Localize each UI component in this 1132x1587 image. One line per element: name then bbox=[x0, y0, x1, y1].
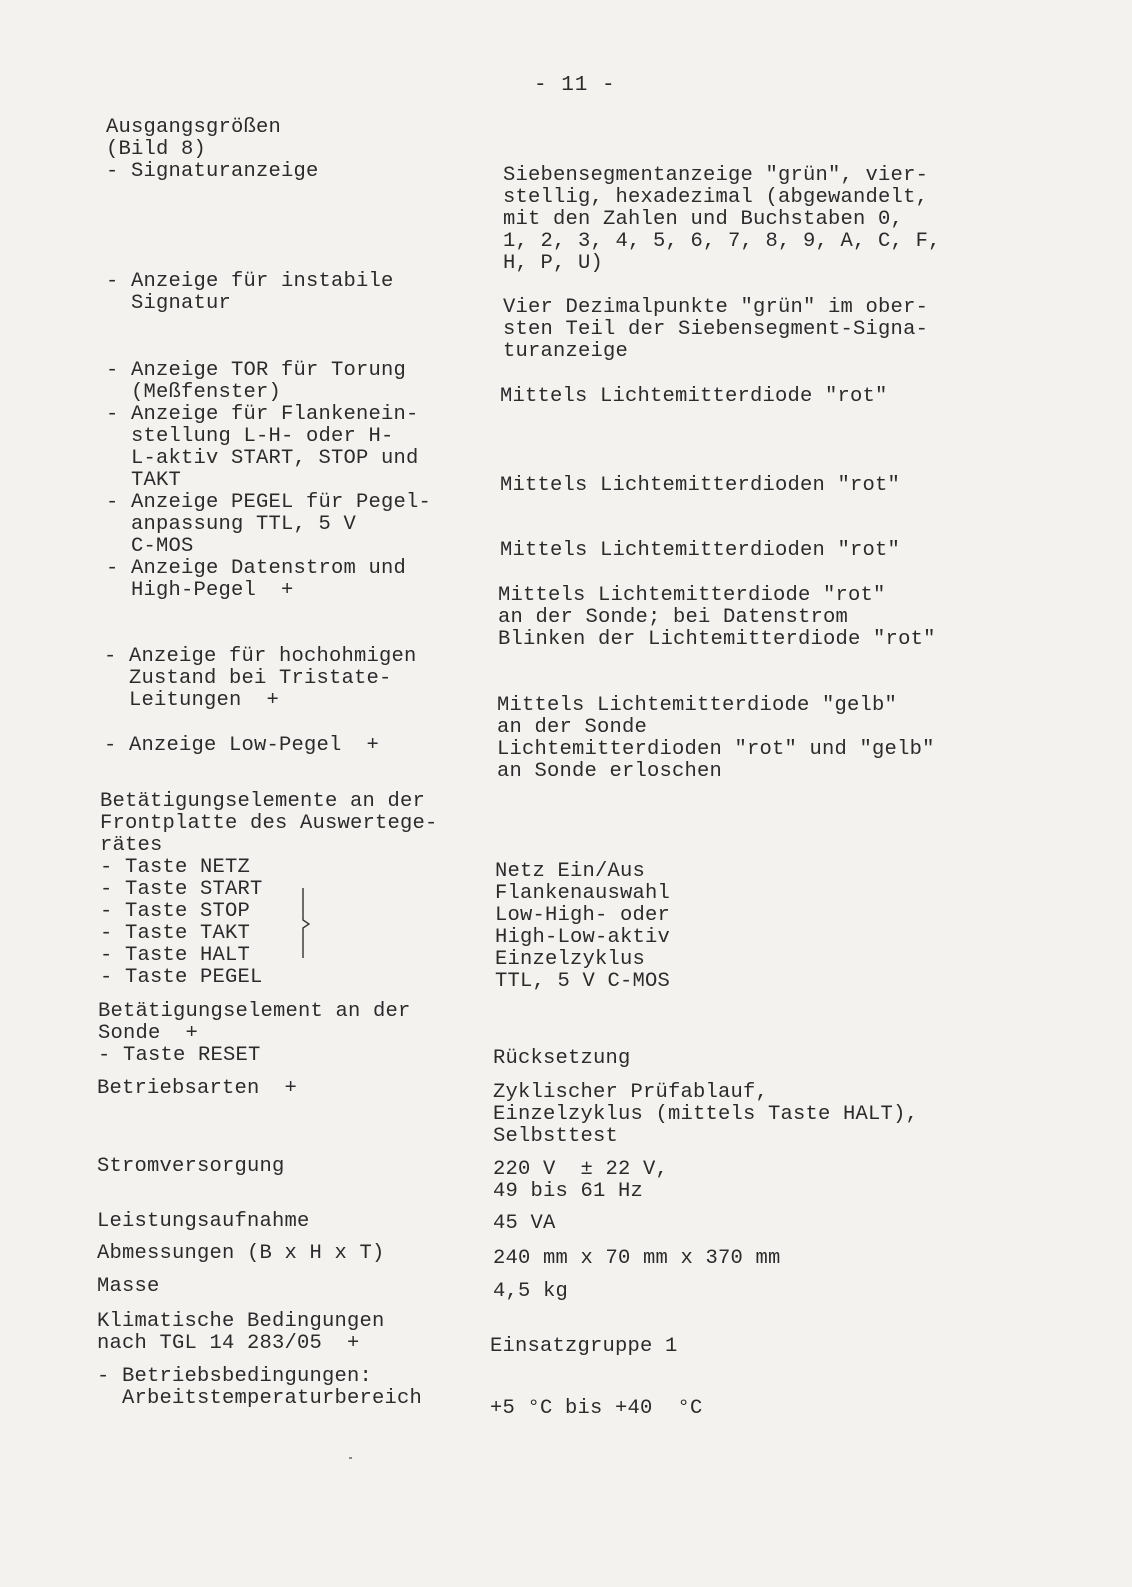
value-flankenauswahl: Flankenauswahl bbox=[495, 882, 671, 905]
value-flankeneinstellung: Mittels Lichtemitterdioden "rot" bbox=[500, 474, 901, 497]
value-low-pegel-line2: an Sonde erloschen bbox=[497, 760, 723, 783]
value-stromversorgung-line1: 220 V ± 22 V, bbox=[493, 1158, 669, 1181]
label-betaetigungselemente-line1: Betätigungselemente an der bbox=[100, 790, 426, 813]
value-datenstrom-line2: an der Sonde; bei Datenstrom bbox=[498, 606, 849, 629]
value-dezimalpunkte-line3: turanzeige bbox=[503, 340, 629, 363]
label-anzeige-pegel-line2: anpassung TTL, 5 V bbox=[106, 513, 357, 536]
label-anzeige-pegel-line1: - Anzeige PEGEL für Pegel- bbox=[106, 491, 432, 514]
value-leistungsaufnahme: 45 VA bbox=[493, 1212, 556, 1235]
value-tor: Mittels Lichtemitterdiode "rot" bbox=[500, 385, 888, 408]
value-ruecksetzung: Rücksetzung bbox=[493, 1047, 631, 1070]
label-taste-stop: - Taste STOP bbox=[100, 900, 251, 923]
label-taste-start: - Taste START bbox=[100, 878, 263, 901]
value-taste-netz: Netz Ein/Aus bbox=[495, 860, 646, 883]
label-betaetigungselemente-line2: Frontplatte des Auswertege- bbox=[100, 812, 438, 835]
label-flankeneinstellung-line3: L-aktiv START, STOP und bbox=[106, 447, 419, 470]
label-datenstrom-line2: High-Pegel + bbox=[106, 579, 294, 602]
value-signaturanzeige-line1: Siebensegmentanzeige "grün", vier- bbox=[503, 164, 929, 187]
value-hochohmig-line2: an der Sonde bbox=[497, 716, 648, 739]
label-instabile-signatur-line1: - Anzeige für instabile bbox=[106, 270, 394, 293]
label-betriebsbedingungen-line2: Arbeitstemperaturbereich bbox=[97, 1387, 423, 1410]
value-signaturanzeige-line5: H, P, U) bbox=[503, 252, 604, 275]
label-hochohmig-line3: Leitungen + bbox=[104, 689, 280, 712]
label-stromversorgung: Stromversorgung bbox=[97, 1155, 285, 1178]
value-abmessungen: 240 mm x 70 mm x 370 mm bbox=[493, 1247, 781, 1270]
label-leistungsaufnahme: Leistungsaufnahme bbox=[97, 1210, 310, 1233]
label-taste-halt: - Taste HALT bbox=[100, 944, 251, 967]
label-masse: Masse bbox=[97, 1275, 160, 1298]
page-number: - 11 - bbox=[534, 74, 616, 97]
label-taste-takt: - Taste TAKT bbox=[100, 922, 251, 945]
label-instabile-signatur-line2: Signatur bbox=[106, 292, 232, 315]
label-betaetigungselement-sonde-line1: Betätigungselement an der bbox=[98, 1000, 411, 1023]
label-bild-ref: (Bild 8) bbox=[106, 138, 207, 161]
value-arbeitstemperatur: +5 °C bis +40 °C bbox=[490, 1397, 703, 1420]
label-betriebsarten: Betriebsarten + bbox=[97, 1077, 298, 1100]
label-flankeneinstellung-line4: TAKT bbox=[106, 469, 182, 492]
value-stromversorgung-line2: 49 bis 61 Hz bbox=[493, 1180, 644, 1203]
label-flankeneinstellung-line2: stellung L-H- oder H- bbox=[106, 425, 394, 448]
value-signaturanzeige-line3: mit den Zahlen und Buchstaben 0, bbox=[503, 208, 904, 231]
value-masse: 4,5 kg bbox=[493, 1280, 569, 1303]
label-anzeige-pegel-line3: C-MOS bbox=[106, 535, 194, 558]
value-einzelzyklus: Einzelzyklus bbox=[495, 948, 646, 971]
value-ttl-cmos: TTL, 5 V C-MOS bbox=[495, 970, 671, 993]
label-taste-pegel: - Taste PEGEL bbox=[100, 966, 263, 989]
value-signaturanzeige-line2: stellig, hexadezimal (abgewandelt, bbox=[503, 186, 929, 209]
value-dezimalpunkte-line1: Vier Dezimalpunkte "grün" im ober- bbox=[503, 296, 929, 319]
label-abmessungen: Abmessungen (B x H x T) bbox=[97, 1242, 385, 1265]
label-hochohmig-line2: Zustand bei Tristate- bbox=[104, 667, 392, 690]
label-low-pegel: - Anzeige Low-Pegel + bbox=[104, 734, 380, 757]
label-taste-netz: - Taste NETZ bbox=[100, 856, 251, 879]
label-hochohmig-line1: - Anzeige für hochohmigen bbox=[104, 645, 417, 668]
value-hochohmig-line1: Mittels Lichtemitterdiode "gelb" bbox=[497, 694, 898, 717]
scan-speck bbox=[349, 1457, 352, 1459]
value-signaturanzeige-line4: 1, 2, 3, 4, 5, 6, 7, 8, 9, A, C, F, bbox=[503, 230, 941, 253]
value-low-high: Low-High- oder bbox=[495, 904, 671, 927]
label-betriebsbedingungen-line1: - Betriebsbedingungen: bbox=[97, 1365, 373, 1388]
brace-icon bbox=[300, 888, 310, 958]
value-pegel: Mittels Lichtemitterdioden "rot" bbox=[500, 539, 901, 562]
label-anzeige-tor-line1: - Anzeige TOR für Torung bbox=[106, 359, 407, 382]
label-klimatische-bedingungen-line2: nach TGL 14 283/05 + bbox=[97, 1332, 360, 1355]
value-datenstrom-line1: Mittels Lichtemitterdiode "rot" bbox=[498, 584, 886, 607]
label-flankeneinstellung-line1: - Anzeige für Flankenein- bbox=[106, 403, 419, 426]
label-ausgangsgroessen: Ausgangsgrößen bbox=[106, 116, 282, 139]
label-betaetigungselement-sonde-line2: Sonde + bbox=[98, 1022, 199, 1045]
value-low-pegel-line1: Lichtemitterdioden "rot" und "gelb" bbox=[497, 738, 935, 761]
value-datenstrom-line3: Blinken der Lichtemitterdiode "rot" bbox=[498, 628, 936, 651]
value-high-low: High-Low-aktiv bbox=[495, 926, 671, 949]
label-klimatische-bedingungen-line1: Klimatische Bedingungen bbox=[97, 1310, 385, 1333]
value-betriebsarten-line1: Zyklischer Prüfablauf, bbox=[493, 1081, 769, 1104]
label-betaetigungselemente-line3: rätes bbox=[100, 834, 163, 857]
value-betriebsarten-line2: Einzelzyklus (mittels Taste HALT), bbox=[493, 1103, 919, 1126]
label-datenstrom-line1: - Anzeige Datenstrom und bbox=[106, 557, 407, 580]
value-dezimalpunkte-line2: sten Teil der Siebensegment-Signa- bbox=[503, 318, 929, 341]
value-einsatzgruppe: Einsatzgruppe 1 bbox=[490, 1335, 678, 1358]
value-betriebsarten-line3: Selbsttest bbox=[493, 1125, 619, 1148]
label-anzeige-tor-line2: (Meßfenster) bbox=[106, 381, 282, 404]
label-signaturanzeige: - Signaturanzeige bbox=[106, 160, 319, 183]
label-taste-reset: - Taste RESET bbox=[98, 1044, 261, 1067]
